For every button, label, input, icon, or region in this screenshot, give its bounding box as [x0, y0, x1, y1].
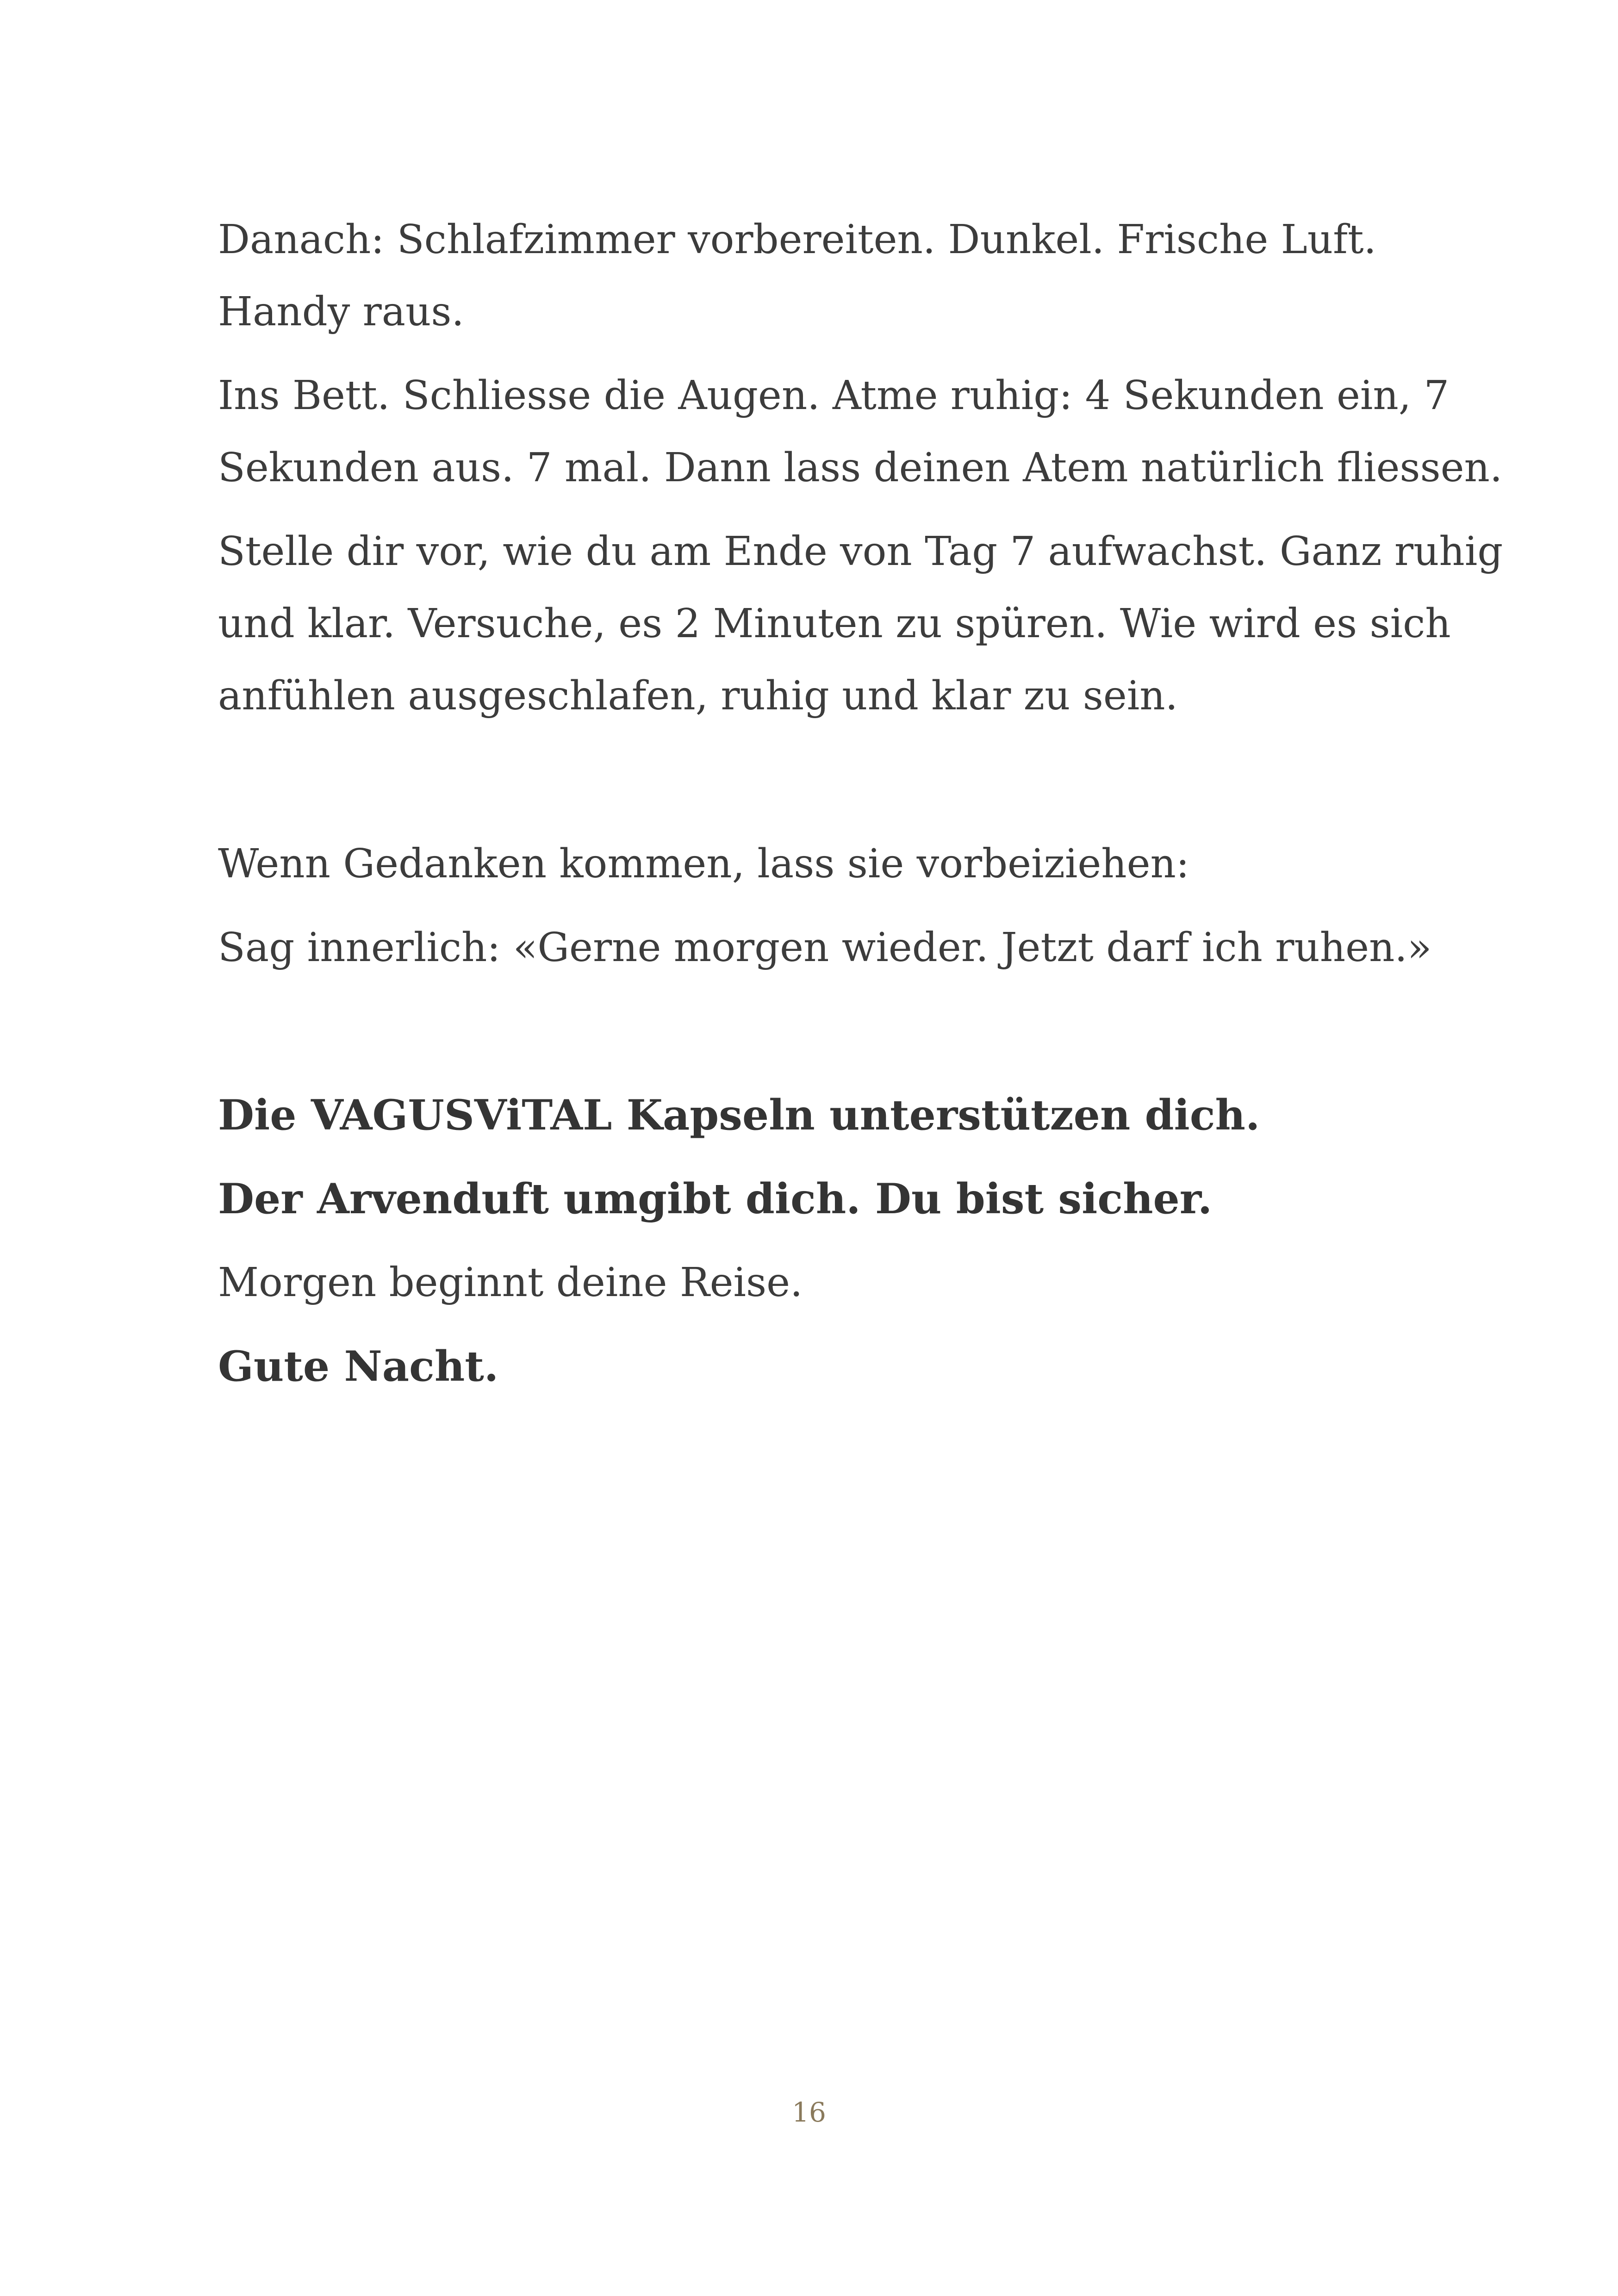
paragraph-thoughts: Wenn Gedanken kommen, lass sie vorbeiziehen: — [218, 841, 1189, 887]
paragraph-visualization-line-1: Stelle dir vor, wie du am Ende von Tag 7 aufwachst. Ganz ruhig — [218, 528, 1503, 575]
paragraph-inner-saying: Sag innerlich: «Gerne morgen wieder. Jetzt darf ich ruhen.» — [218, 925, 1432, 971]
paragraph-breathing-line-2: Sekunden aus. 7 mal. Dann lass deinen Atem natürlich fliessen. — [218, 445, 1503, 491]
paragraph-good-night: Gute Nacht. — [218, 1342, 499, 1391]
paragraph-preparation-line-2: Handy raus. — [218, 289, 464, 335]
paragraph-preparation-line-1: Danach: Schlafzimmer vorbereiten. Dunkel. Frische Luft. — [218, 217, 1376, 263]
paragraph-visualization-line-2: und klar. Versuche, es 2 Minuten zu spüren. Wie wird es sich — [218, 601, 1451, 647]
paragraph-scent: Der Arvenduft umgibt dich. Du bist sicher. — [218, 1174, 1213, 1223]
paragraph-breathing-line-1: Ins Bett. Schliesse die Augen. Atme ruhig: 4 Sekunden ein, 7 — [218, 372, 1450, 419]
paragraph-journey: Morgen beginnt deine Reise. — [218, 1260, 803, 1306]
paragraph-capsules: Die VAGUSViTAL Kapseln unterstützen dich. — [218, 1091, 1260, 1140]
paragraph-visualization-line-3: anfühlen ausgeschlafen, ruhig und klar zu sein. — [218, 673, 1178, 719]
page-number: 16 — [792, 2097, 826, 2128]
